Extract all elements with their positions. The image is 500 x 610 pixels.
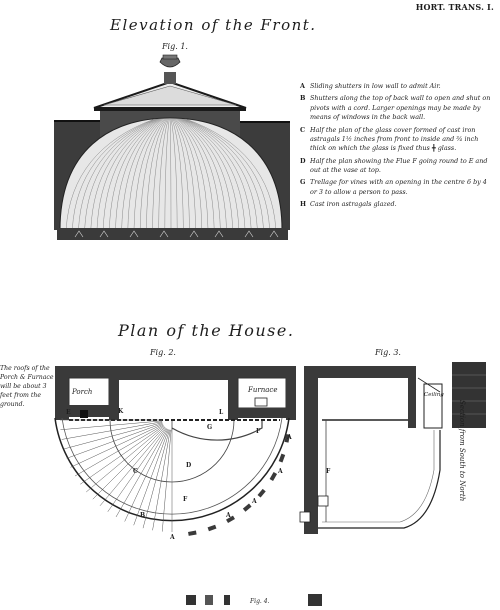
plan-letter-g: G xyxy=(207,424,213,431)
plan-letter-d: D xyxy=(186,462,192,469)
section-letter-f: F xyxy=(326,468,331,475)
section-label: Section from South to North xyxy=(458,400,466,502)
plan-letter-b: B xyxy=(140,512,146,519)
plan-title: Plan of the House. xyxy=(118,321,295,340)
plan-letter-k: K xyxy=(118,408,124,415)
side-note: The roofs of the Porch & Furnace will be about 3 feet from the ground. xyxy=(0,365,54,408)
legend-item-b: B Shutters along the top of back wall to open and shut on pivots with a cord. Larger openings may be made by means of windows in the back wall. xyxy=(300,94,491,122)
fig4-label: Fig. 4. xyxy=(250,598,270,605)
legend-item-d: D Half the plan showing the Flue F going round to E and out at the vase at top. xyxy=(300,156,488,174)
fig1-label: Fig. 1. xyxy=(162,42,188,51)
plan-letter-f2: F xyxy=(256,428,261,435)
plan-letter-a3: A xyxy=(252,498,257,505)
plan-letter-e: E xyxy=(66,409,71,416)
plan-letter-a2: A xyxy=(278,468,283,475)
legend-item-g: G Trellage for vines with an opening in the centre 6 by 4 or 3 to allow a person to pass. xyxy=(300,178,487,196)
legend-item-a: A Sliding shutters in low wall to admit Air. xyxy=(300,82,441,90)
fig2-label: Fig. 2. xyxy=(150,348,176,357)
plan-letter-a5: A xyxy=(170,534,175,541)
fig3-label: Fig. 3. xyxy=(375,348,401,357)
plate-header: HORT. TRANS. I. xyxy=(415,2,494,12)
plan-letter-l: L xyxy=(219,409,224,416)
furnace-label: Furnace xyxy=(248,386,278,394)
porch-label: Porch xyxy=(72,388,93,396)
plan-letter-c: C xyxy=(133,468,138,475)
elevation-title: Elevation of the Front. xyxy=(110,16,317,34)
plan-letter-a1: A xyxy=(287,434,292,441)
plan-letter-a4: A xyxy=(226,512,231,519)
legend-item-h: H Cast iron astragals glazed. xyxy=(300,200,397,209)
ceiling-label: Ceiling xyxy=(424,392,444,398)
plan-letter-f1: F xyxy=(183,496,188,503)
legend-item-c: C Half the plan of the glass cover formed of cast iron astragals 1½ inches from front to inside and ¾ inch thick on which the glass is fixed thus ╋ glass. xyxy=(300,125,479,153)
